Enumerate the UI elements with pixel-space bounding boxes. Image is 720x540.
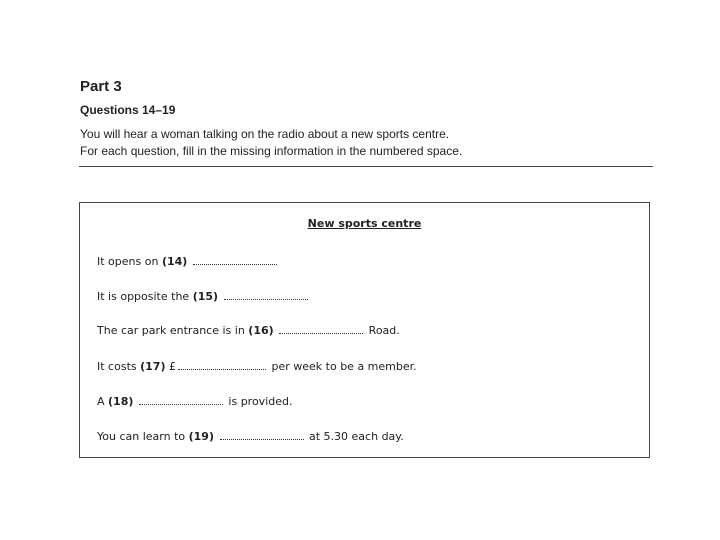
exam-header: [80, 78, 660, 160]
instructions: [80, 126, 660, 160]
question-19-number: (19): [188, 430, 214, 443]
question-17-number: (17): [140, 360, 166, 373]
question-15-number: (15): [192, 290, 219, 303]
question-16-number: (16): [248, 324, 274, 337]
question-17-line: [97, 359, 417, 373]
answer-15-blank[interactable]: [224, 289, 308, 300]
instruction-line-1: You will hear a woman talking on the radio about a new sports centre.: [80, 127, 450, 141]
question-19-text: You can learn to: [97, 430, 186, 443]
question-16-after: Road.: [368, 324, 400, 337]
question-18-line: [97, 394, 292, 408]
answer-17-blank[interactable]: [178, 359, 266, 370]
answer-14-blank[interactable]: [193, 254, 277, 265]
question-14-number: (14): [161, 255, 188, 268]
question-16-line: [97, 323, 400, 337]
questions-title: Questions 14–19: [80, 103, 176, 117]
question-18-number: (18): [108, 395, 134, 408]
answer-16-blank[interactable]: [279, 323, 363, 334]
question-15-text: It is opposite the: [97, 290, 190, 303]
question-14-line: [97, 254, 279, 268]
question-17-after: per week to be a member.: [271, 360, 417, 373]
box-title-text: New sports centre: [307, 217, 422, 230]
question-17-text: It costs: [97, 360, 137, 373]
question-19-after: at 5.30 each day.: [309, 430, 404, 443]
answer-19-blank[interactable]: [220, 429, 304, 440]
question-16-text: The car park entrance is in: [97, 324, 245, 337]
question-18-after: is provided.: [228, 395, 293, 408]
currency-symbol: £: [168, 360, 176, 373]
question-18-text: A: [97, 395, 105, 408]
question-15-line: [97, 289, 310, 303]
instruction-line-2: For each question, fill in the missing information in the numbered space.: [80, 144, 463, 158]
question-14-text: It opens on: [97, 255, 159, 268]
divider: [79, 166, 653, 167]
notes-box: [79, 202, 650, 458]
box-title: [80, 217, 649, 230]
question-19-line: [97, 429, 404, 443]
answer-18-blank[interactable]: [139, 394, 223, 405]
part-title: Part 3: [80, 78, 122, 95]
